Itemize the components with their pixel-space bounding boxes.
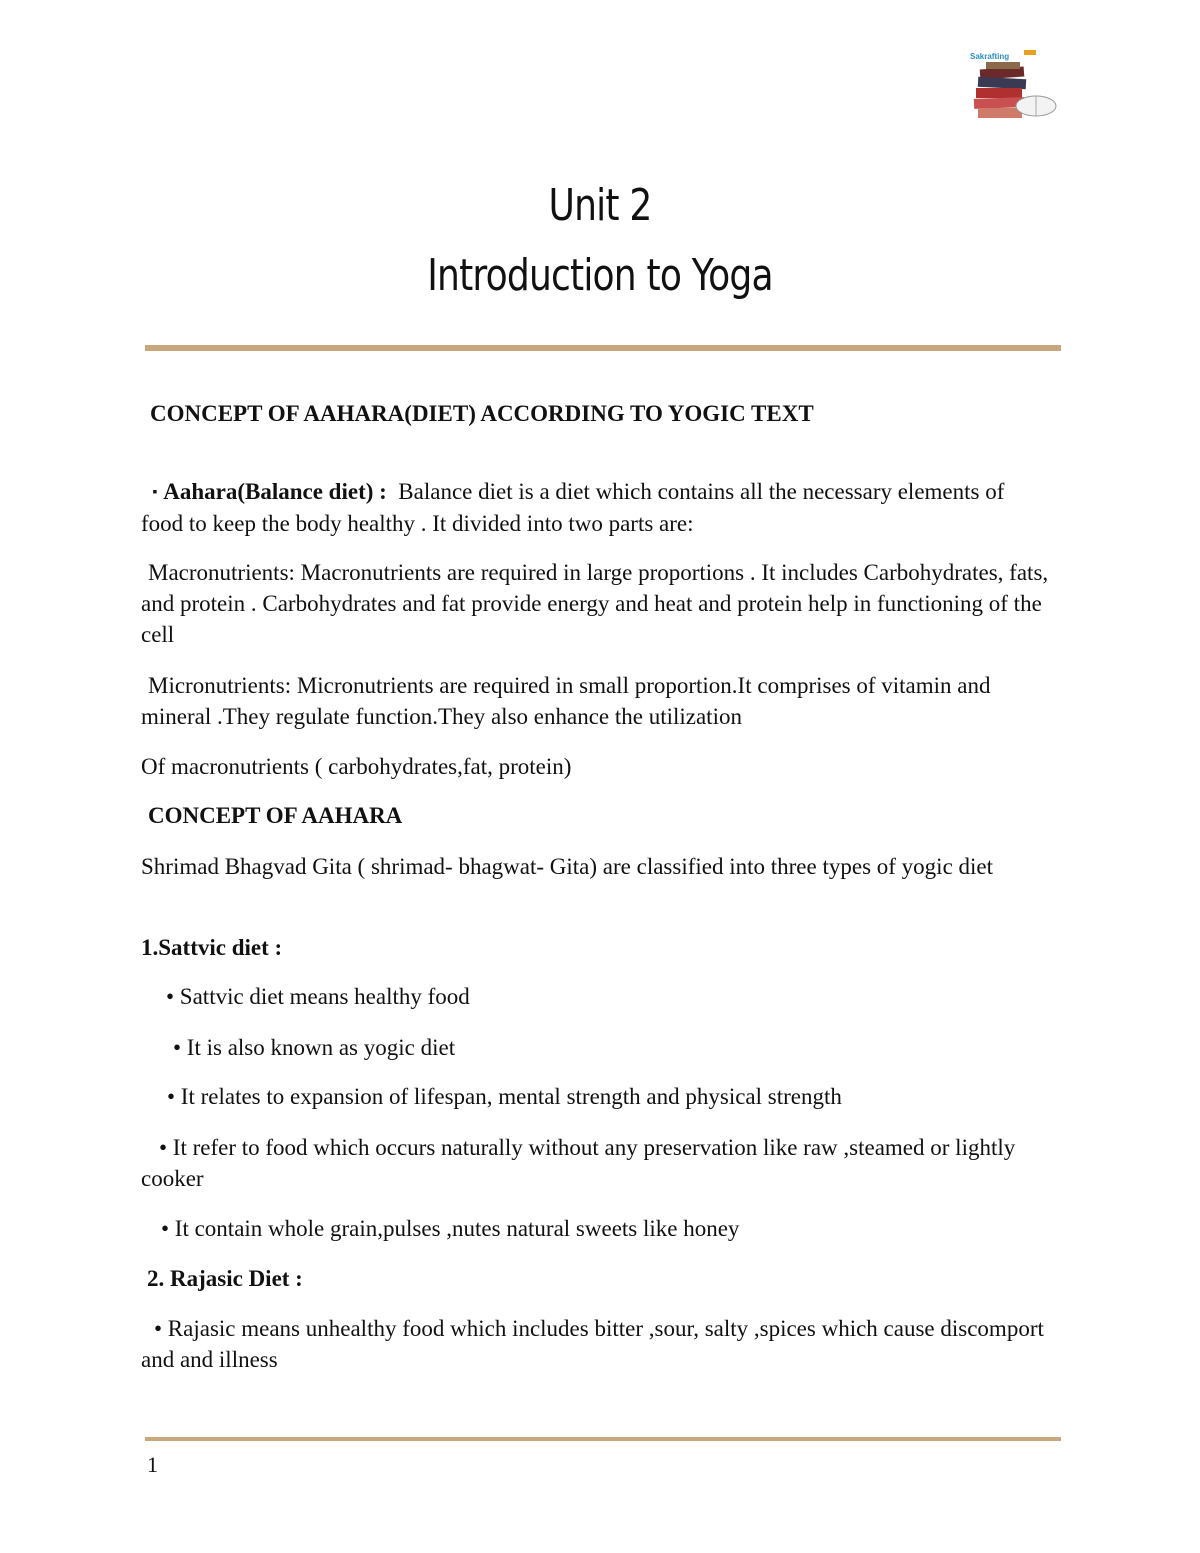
list-item: • Rajasic means unhealthy food which includes bitter ,sour, salty ,spices which cause discomport and and illness (141, 1316, 1044, 1372)
list-item: • It relates to expansion of lifespan, mental strength and physical strength (167, 1084, 842, 1109)
sattvic-heading: 1.Sattvic diet : (141, 935, 283, 960)
list-item: • It is also known as yogic diet (173, 1035, 456, 1060)
gita-paragraph: Shrimad Bhagvad Gita ( shrimad- bhagwat- Gita) are classified into three types of yogic diet (141, 854, 994, 879)
title-unit: Unit 2 (548, 180, 652, 231)
rajasic-heading: 2. Rajasic Diet : (147, 1266, 303, 1291)
micronutrients-continuation: Of macronutrients ( carbohydrates,fat, protein) (141, 754, 572, 779)
macronutrients-paragraph: Macronutrients: Macronutrients are required in large proportions . It includes Carbohydrates, fats, and protein . Carbohydrates and fat provide energy and heat and protein help in functioning of the cell (141, 560, 1049, 647)
aahara-text: Balance diet is a diet which contains all the necessary elements of food to keep the body healthy . It divided into two parts are: (141, 479, 1005, 536)
aahara-paragraph (141, 476, 1051, 539)
concept-heading: CONCEPT OF AAHARA (148, 803, 403, 828)
top-divider (145, 345, 1061, 351)
list-item: • It refer to food which occurs naturally without any preservation like raw ,steamed or lightly cooker (141, 1135, 1016, 1191)
logo-image (966, 44, 1062, 124)
bottom-divider (145, 1437, 1061, 1441)
logo-text: Sakrafting (970, 52, 1010, 61)
list-item: • It contain whole grain,pulses ,nutes natural sweets like honey (161, 1216, 740, 1241)
list-item: • Sattvic diet means healthy food (166, 984, 470, 1009)
micronutrients-paragraph: Micronutrients: Micronutrients are required in small proportion.It comprises of vitamin and mineral .They regulate function.They also enhance the utilization (141, 673, 991, 729)
page-number: 1 (147, 1452, 158, 1477)
aahara-label: Aahara(Balance diet) : (163, 479, 387, 504)
main-heading: CONCEPT OF AAHARA(DIET) ACCORDING TO YOGIC TEXT (150, 401, 814, 426)
title-subject: Introduction to Yoga (427, 250, 773, 301)
square-bullet-icon: ▪ (152, 485, 158, 500)
